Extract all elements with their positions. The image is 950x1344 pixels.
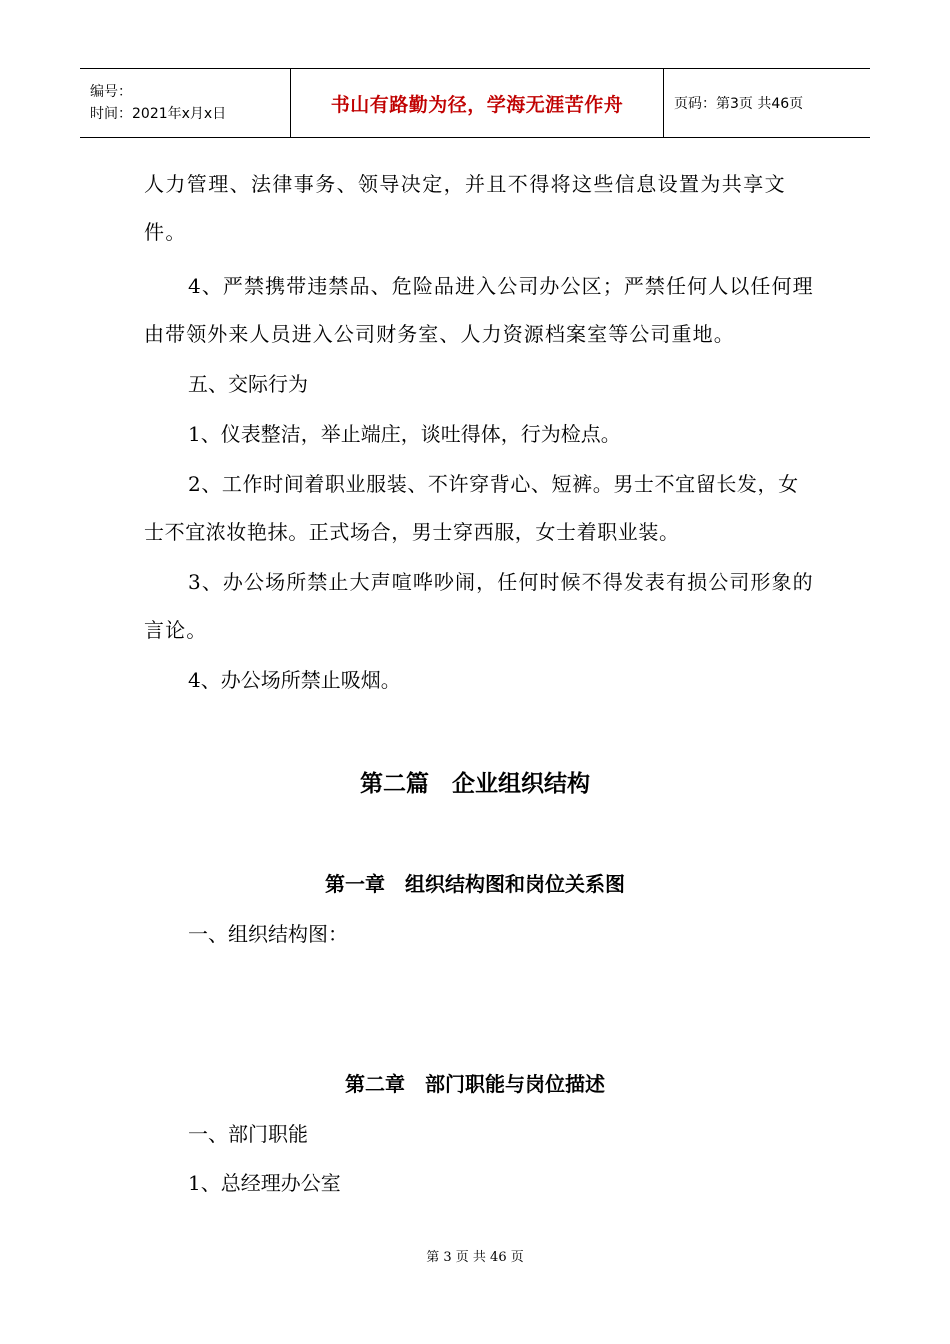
time-label: 时间：2021年x月x日 xyxy=(90,106,227,122)
page-footer: 第 3 页 共 46 页 xyxy=(426,1250,524,1265)
list-item: 1、总经理办公室 xyxy=(188,1171,341,1195)
paragraph: 人力管理、法律事务、领导决定，并且不得将这些信息设置为共享文件。 xyxy=(144,172,786,244)
paragraph: 五、交际行为 xyxy=(188,372,308,396)
header-page-cell xyxy=(664,69,870,137)
chapter-title: 第二章 部门职能与岗位描述 xyxy=(345,1072,605,1096)
chapter-title: 第一章 组织结构图和岗位关系图 xyxy=(325,872,625,896)
number-label: 编号： xyxy=(90,84,132,100)
paragraph: 1、仪表整洁，举止端庄，谈吐得体，行为检点。 xyxy=(188,422,621,446)
paragraph: 3、办公场所禁止大声喧哗吵闹，任何时候不得发表有损公司形象的言论。 xyxy=(144,570,814,642)
page-info: 页码：第3页 共46页 xyxy=(674,96,804,112)
section-heading: 一、组织结构图： xyxy=(188,922,348,946)
part-title: 第二篇 企业组织结构 xyxy=(360,771,590,797)
header-meta xyxy=(80,69,290,137)
paragraph: 4、严禁携带违禁品、危险品进入公司办公区；严禁任何人以任何理由带领外来人员进入公司财务室、人力资源档案室等公司重地。 xyxy=(144,274,814,346)
motto: 书山有路勤为径，学海无涯苦作舟 xyxy=(330,93,624,116)
document-header xyxy=(80,68,870,138)
paragraph: 2、工作时间着职业服装、不许穿背心、短裤。男士不宜留长发，女士不宜浓妆艳抹。正式场合，男士穿西服，女士着职业装。 xyxy=(144,472,799,544)
section-heading: 一、部门职能 xyxy=(188,1122,308,1146)
header-motto-cell xyxy=(290,69,664,137)
body-text xyxy=(144,160,816,704)
paragraph: 4、办公场所禁止吸烟。 xyxy=(188,668,401,692)
